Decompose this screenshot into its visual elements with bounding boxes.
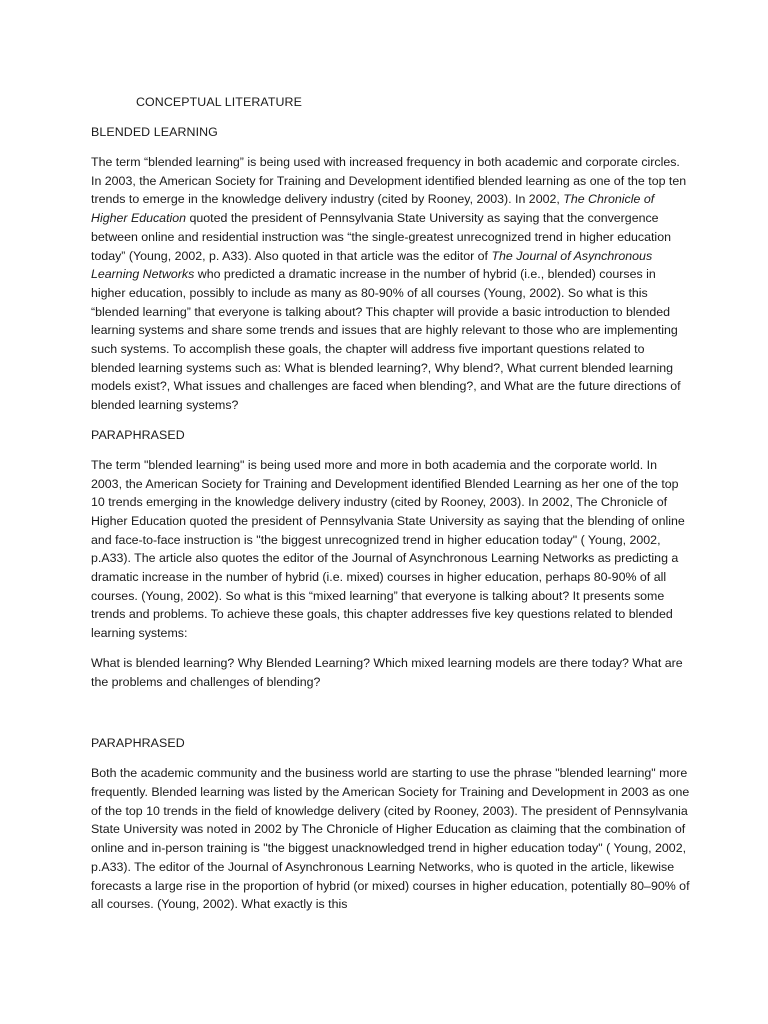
spacer xyxy=(91,702,691,734)
document-body xyxy=(91,93,691,925)
section-label-paraphrased-2: PARAPHRASED xyxy=(91,736,185,751)
section-label-paraphrased-1: PARAPHRASED xyxy=(91,427,185,442)
original-paragraph-part-1: The term “blended learning” is being used with increased frequency in both academic and corporate circles. In 2003, the American Society for Training and Development identified blended learning as one of the top ten trends to emerge in the knowledge delivery industry (cited by Rooney, 2003). In 2002, xyxy=(91,155,687,207)
section-label-blended-learning: BLENDED LEARNING xyxy=(91,125,218,139)
journal-title-chronicle: The Chronicle of Higher Education xyxy=(91,192,655,226)
original-paragraph-part-3: who predicted a dramatic increase in the number of hybrid (i.e., blended) courses in higher education, possibly to include as many as 80-90% of all courses (Young, 2002). So what is this “blended learning” that everyone is talking about? This chapter will provide a basic introduction to blended learning systems and share some trends and issues that are highly relevant to those who are implementing such systems. To accomplish these goals, the chapter will address five important questions related to blended learning systems such as: What is blended learning?, Why blend?, What current blended learning models exist?, What issues and challenges are faced when blending?, and What are the future directions of blended learning systems? xyxy=(91,267,681,413)
original-paragraph-part-2: quoted the president of Pennsylvania State University as saying that the convergence between online and residential instruction was “the single-greatest unrecognized trend in higher education today” (Young, 2002, p. A33). Also quoted in that article was the editor of xyxy=(91,211,671,263)
paraphrased-paragraph-2: Both the academic community and the business world are starting to use the phrase "blended learning" more frequently. Blended learning was listed by the American Society for Training and Development in 2003 as one of the top 10 trends in the field of knowledge delivery (cited by Rooney, 2003). The president of Pennsylvania State University was noted in 2002 by The Chronicle of Higher Education as claiming that the combination of online and in-person training is "the biggest unacknowledged trend in higher education today" ( Young, 2002, p.A33). The editor of the Journal of Asynchronous Learning Networks, who is quoted in the article, likewise forecasts a large rise in the proportion of hybrid (or mixed) courses in higher education, potentially 80–90% of all courses. (Young, 2002). What exactly is this xyxy=(91,766,690,912)
paraphrased-paragraph-1: The term "blended learning" is being used more and more in both academia and the corporate world. In 2003, the American Society for Training and Development identified Blended Learning as her one of the top 10 trends emerging in the knowledge delivery industry (cited by Rooney, 2003). In 2002, The Chronicle of Higher Education quoted the president of Pennsylvania State University as saying that the blending of online and face-to-face instruction is "the biggest unrecognized trend in higher education today" ( Young, 2002, p.A33). The article also quotes the editor of the Journal of Asynchronous Learning Networks as predicting a dramatic increase in the number of hybrid (i.e. mixed) courses in higher education, perhaps 80-90% of all courses. (Young, 2002). So what is this “mixed learning” that everyone is talking about? It presents some trends and problems. To achieve these goals, this chapter addresses five key questions related to blended learning systems: xyxy=(91,457,685,641)
journal-title-aln: The Journal of Asynchronous Learning Networks xyxy=(91,248,653,282)
paraphrased-questions-paragraph: What is blended learning? Why Blended Learning? Which mixed learning models are there today? What are the problems and challenges of blending? xyxy=(91,655,683,689)
document-title: CONCEPTUAL LITERATURE xyxy=(136,95,302,109)
original-paragraph xyxy=(91,153,691,415)
